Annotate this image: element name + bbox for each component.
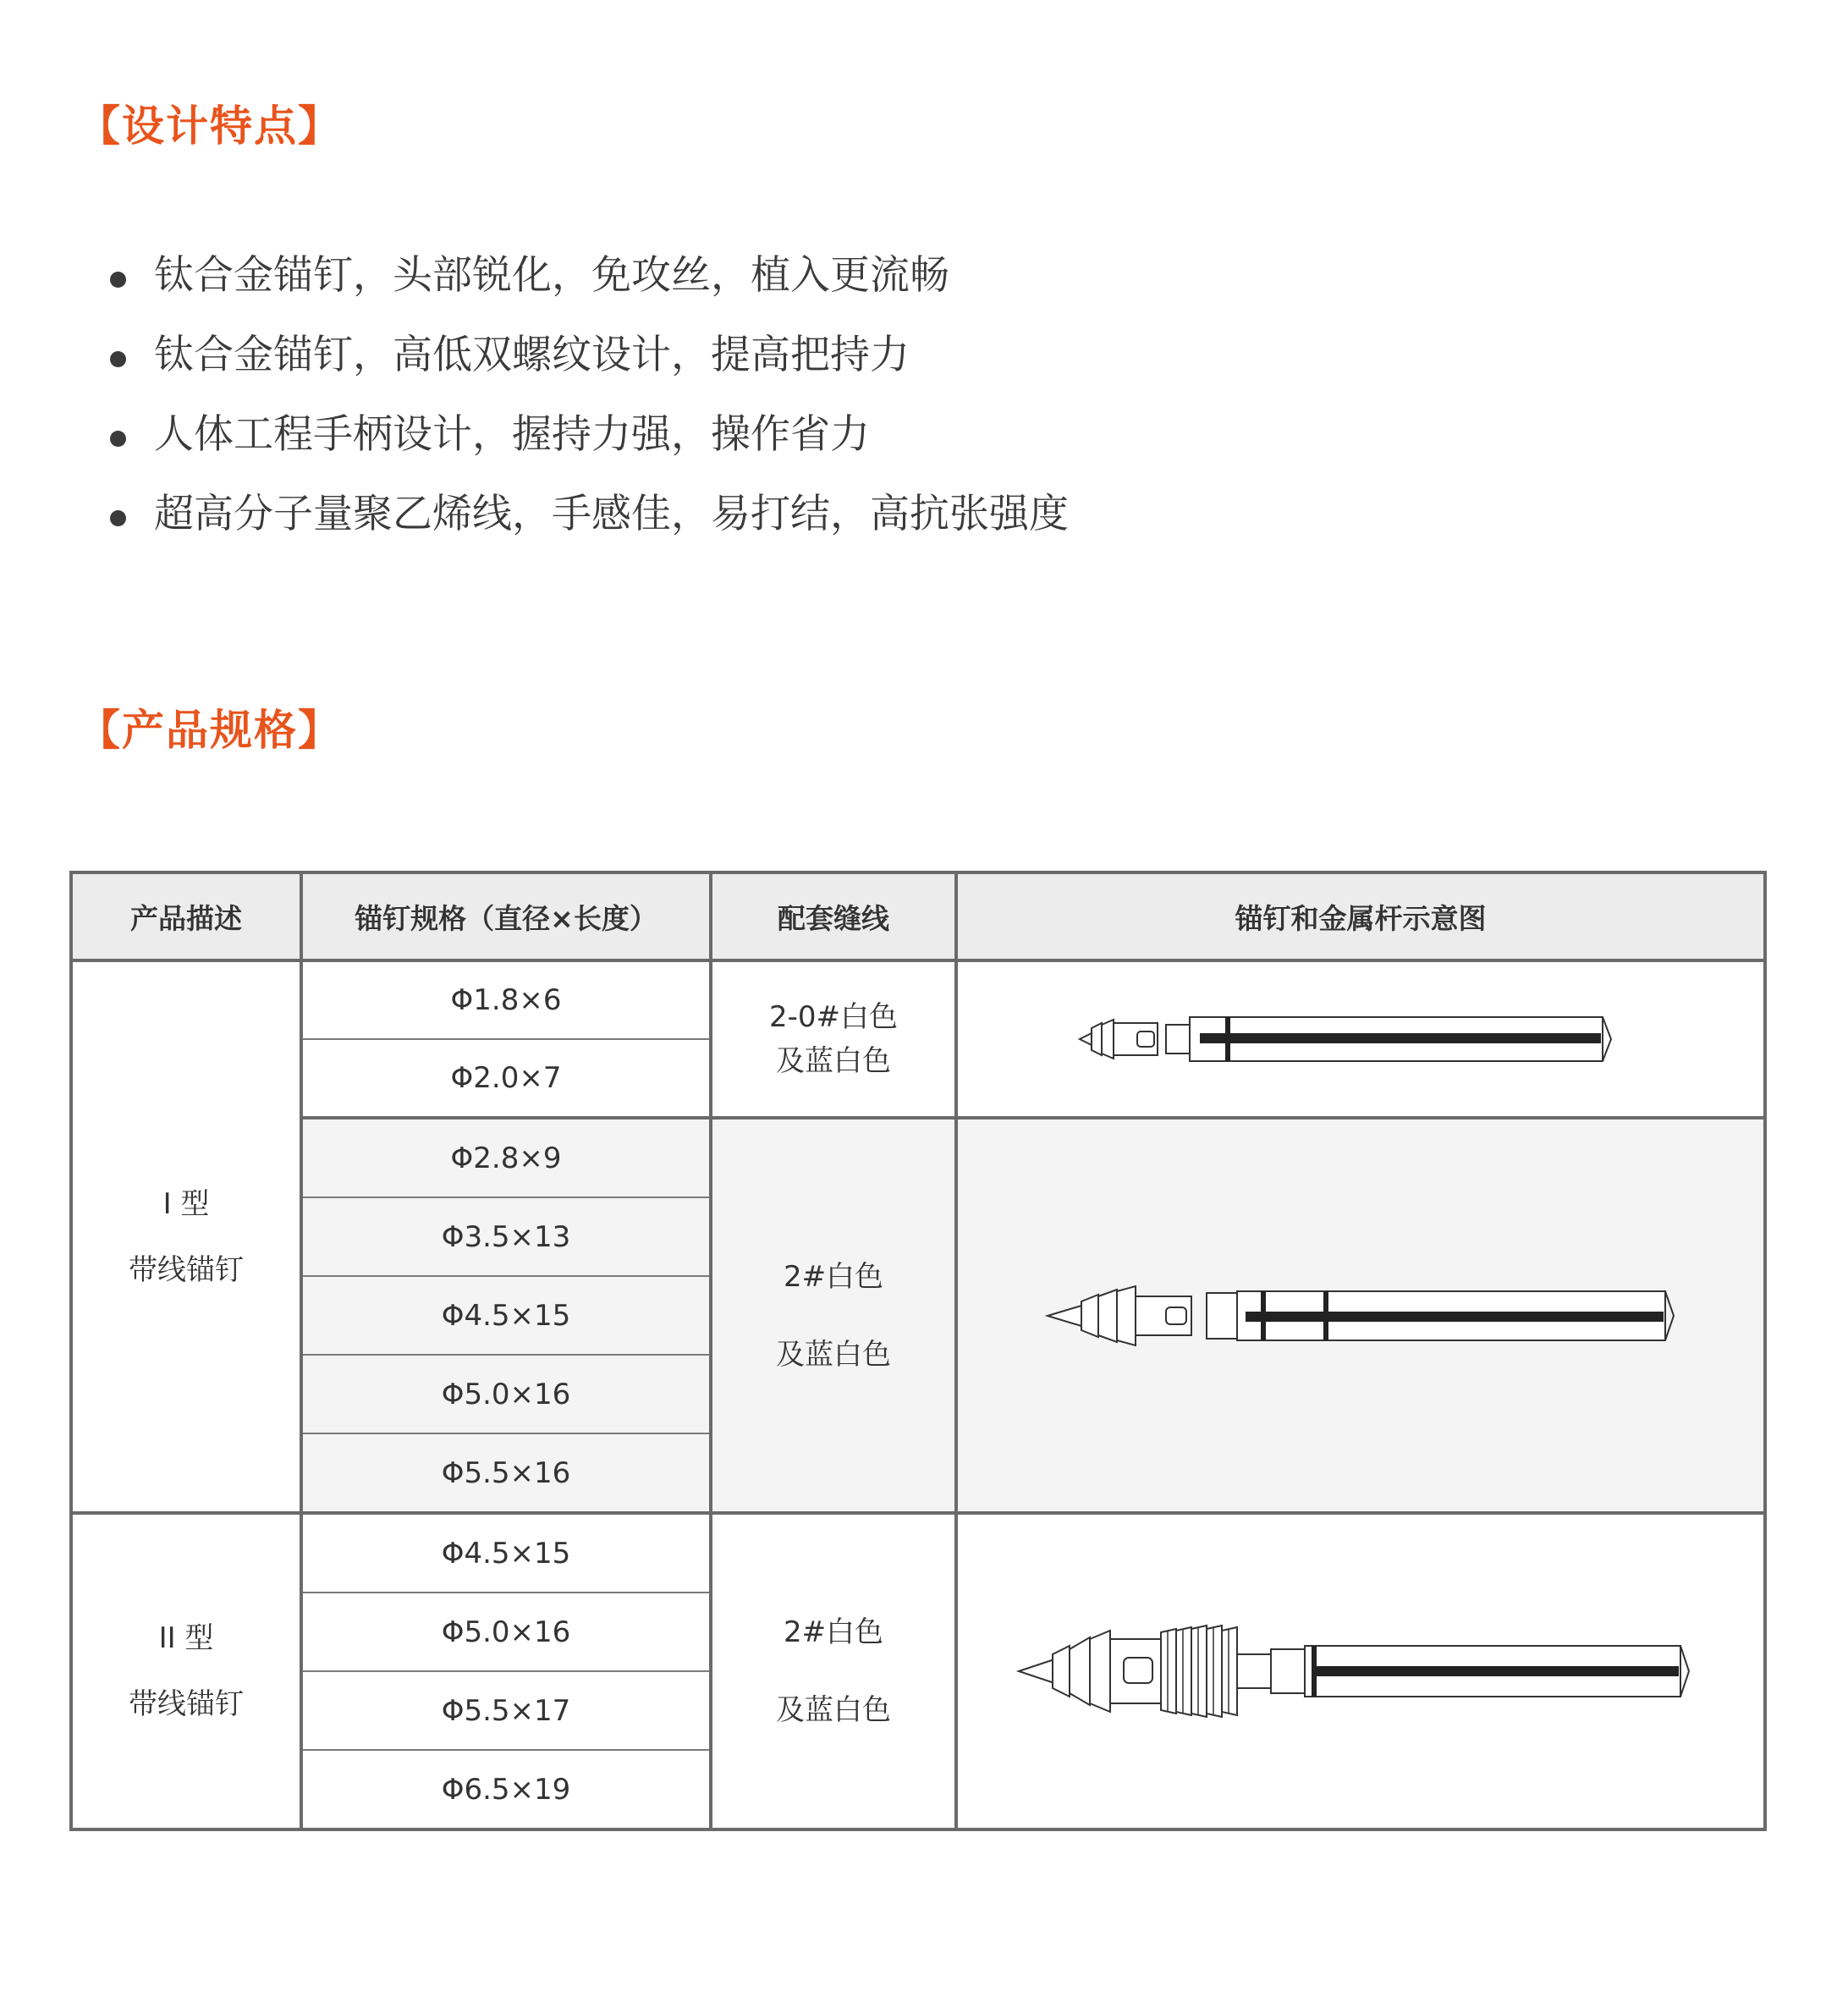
spec-cell: Φ2.8×9 — [301, 1118, 711, 1197]
suture-line2: 及蓝白色 — [776, 1044, 891, 1078]
suture-cell-type1a — [711, 960, 956, 1118]
anchor-rod-diagram-large — [1014, 1620, 1708, 1722]
anchor-rod-diagram-medium — [1039, 1278, 1682, 1354]
header-product-description: 产品描述 — [71, 872, 301, 960]
type2-name: II 型 — [158, 1621, 214, 1655]
diagram-cell-type1b — [956, 1118, 1765, 1513]
suture-cell-type2 — [711, 1513, 956, 1829]
suture-line1: 2#白色 — [783, 1259, 884, 1294]
section-title-features: 【设计特点】 — [78, 102, 342, 151]
spec-cell: Φ5.5×16 — [301, 1433, 711, 1513]
type1-sub: 带线锚钉 — [129, 1252, 244, 1287]
type1-name: I 型 — [162, 1186, 210, 1221]
suture-line1: 2#白色 — [783, 1615, 884, 1649]
spec-cell: Φ6.5×19 — [301, 1750, 711, 1829]
spec-cell: Φ5.0×16 — [301, 1355, 711, 1433]
suture-line2: 及蓝白色 — [776, 1693, 891, 1727]
type2-description — [71, 1513, 301, 1829]
anchor-rod-diagram-small — [1064, 1001, 1657, 1077]
spec-cell: Φ4.5×15 — [301, 1276, 711, 1355]
suture-cell-type1b — [711, 1118, 956, 1513]
feature-item: 钛合金锚钉，头部锐化，免攻丝，植入更流畅 — [110, 245, 1069, 325]
suture-line1: 2-0#白色 — [768, 1000, 899, 1034]
feature-list — [110, 245, 1069, 564]
header-anchor-spec: 锚钉规格（直径×长度） — [301, 872, 711, 960]
spec-cell: Φ5.0×16 — [301, 1593, 711, 1671]
header-diagram: 锚钉和金属杆示意图 — [956, 872, 1765, 960]
spec-cell: Φ4.5×15 — [301, 1513, 711, 1593]
feature-item: 人体工程手柄设计，握持力强，操作省力 — [110, 404, 1069, 484]
diagram-cell-type1a — [956, 960, 1765, 1118]
spec-cell: Φ5.5×17 — [301, 1671, 711, 1750]
spec-table — [69, 871, 1767, 1831]
suture-line2: 及蓝白色 — [776, 1337, 891, 1372]
feature-item: 钛合金锚钉，高低双螺纹设计，提高把持力 — [110, 325, 1069, 404]
spec-cell: Φ1.8×6 — [301, 960, 711, 1039]
header-suture: 配套缝线 — [711, 872, 956, 960]
spec-cell: Φ2.0×7 — [301, 1039, 711, 1118]
type2-sub: 带线锚钉 — [129, 1687, 244, 1721]
spec-cell: Φ3.5×13 — [301, 1197, 711, 1276]
type1-description — [71, 960, 301, 1513]
feature-item: 超高分子量聚乙烯线，手感佳，易打结，高抗张强度 — [110, 484, 1069, 564]
diagram-cell-type2 — [956, 1513, 1765, 1829]
section-title-specs: 【产品规格】 — [78, 706, 342, 755]
